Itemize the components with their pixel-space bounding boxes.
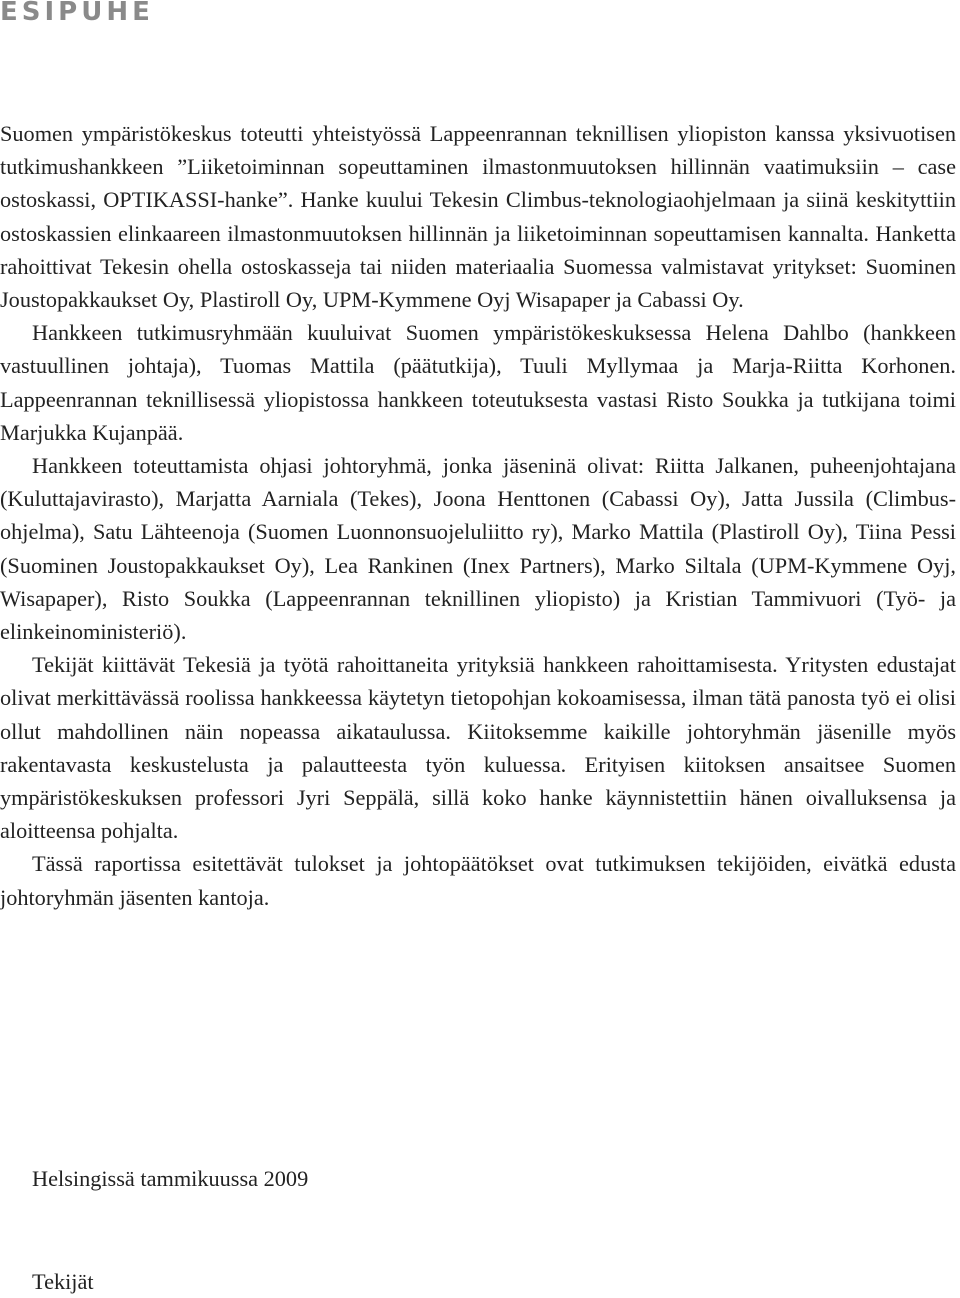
place-and-date: Helsingissä tammikuussa 2009 [32, 1166, 309, 1191]
paragraph-acknowledgements: Tekijät kiittävät Tekesiä ja työtä rahoittaneita yrityksiä hankkeen rahoittamisesta. Yritysten edustajat olivat merkittävässä roolissa hankkeessa käytetyn tietopohjan kokoamisessa, ilman tätä panosta työ ei olisi ollut mahdollinen näin nopeassa aikataulussa. Kiitoksemme kaikille johtoryhmän jäsenille myös rakentavasta keskustelusta ja palautteesta työn kuluessa. Erityisen kiitoksen ansaitsee Suomen ympäristökeskuksen professori Jyri Seppälä, sillä koko hanke käynnistettiin hänen oivalluksensa ja aloitteensa pohjalta. [0, 652, 956, 844]
authors-signature: Tekijät [32, 1269, 94, 1294]
paragraph-disclaimer: Tässä raportissa esitettävät tulokset ja johtopäätökset ovat tutkimuksen tekijöiden, eivätkä edusta johtoryhmän jäsenten kantoja. [0, 851, 956, 910]
preface-body [0, 117, 956, 914]
paragraph-research-group: Hankkeen tutkimusryhmään kuuluivat Suomen ympäristökeskuksessa Helena Dahlbo (hankkeen vastuullinen johtaja), Tuomas Mattila (päätutkija), Tuuli Myllymaa ja Marja-Riitta Korhonen. Lappeenrannan teknillisessä yliopistossa hankkeen toteutuksesta vastasi Risto Soukka ja tutkijana toimi Marjukka Kujanpää. [0, 320, 956, 445]
paragraph-steering-group: Hankkeen toteuttamista ohjasi johtoryhmä, jonka jäseninä olivat: Riitta Jalkanen, puheenjohtajana (Kuluttajavirasto), Marjatta Aarniala (Tekes), Joona Henttonen (Cabassi Oy), Jatta Jussila (Climbus-ohjelma), Satu Lähteenoja (Suomen Luonnonsuojeluliitto ry), Marko Mattila (Plastiroll Oy), Tiina Pessi (Suominen Joustopakkaukset Oy), Lea Rankinen (Inex Partners), Marko Siltala (UPM-Kymmene Oyj, Wisapaper), Risto Soukka (Lappeenrannan teknillinen yliopisto) ja Kristian Tammivuori (Työ- ja elinkeinoministeriö). [0, 453, 956, 645]
paragraph-intro: Suomen ympäristökeskus toteutti yhteistyössä Lappeenrannan teknillisen yliopiston kanssa yksivuotisen tutkimushankkeen ”Liiketoiminnan sopeuttaminen ilmastonmuutoksen hillinnän vaatimuksiin – case ostoskassi, OPTIKASSI-hanke”. Hanke kuului Tekesin Climbus-teknologiaohjelmaan ja siinä keskityttiin ostoskassien elinkaareen ilmastonmuutoksen hillinnän ja liiketoiminnan sopeuttamisen kannalta. Hanketta rahoittivat Tekesin ohella ostoskasseja tai niiden materiaalia Suomessa valmistavat yritykset: Suominen Joustopakkaukset Oy, Plastiroll Oy, UPM-Kymmene Oyj Wisapaper ja Cabassi Oy. [0, 121, 956, 313]
page-heading: ESIPUHE [0, 0, 154, 27]
